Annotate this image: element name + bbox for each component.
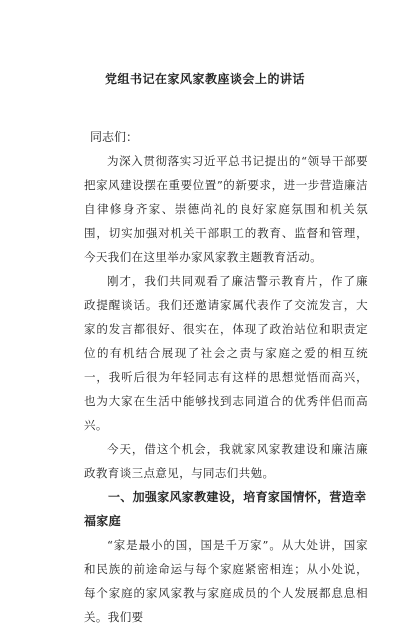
paragraph-2: 刚才，我们共同观看了廉洁警示教育片，作了廉政提醒谈话。我们还邀请家属代表作了交流发言，大家的发言都很好、很实在，体现了政治站位和职责定位的有机结合展现了社会之责与家庭之爱的相互统一，我听后很为年轻同志有这样的思想觉悟而高兴，也为大家在生活中能够找到志同道合的优秀伴侣而高兴。 bbox=[84, 274, 368, 432]
paragraph-4: “家是最小的国，国是千万家”。从大处讲，国家和民族的前途命运与每个家庭紧密相连；从小处说，每个家庭的家风家教与家庭成员的个人发展都息息相关。我们要 bbox=[84, 538, 368, 624]
salutation: 同志们： bbox=[90, 130, 139, 144]
section-heading-1: 一、加强家风家教建设，培育家国情怀，营造幸福家庭 bbox=[84, 490, 367, 528]
document-title: 党组书记在家风家教座谈会上的讲话 bbox=[104, 72, 305, 86]
paragraph-1: 为深入贯彻落实习近平总书记提出的“领导干部要把家风建设摆在重要位置”的新要求，进一步营造廉洁自律修身齐家、崇德尚礼的良好家庭氛围和机关氛围，切实加强对机关干部职工的教育、监督和管理，今天我们在这里举办家风家教主题教育活动。 bbox=[84, 154, 368, 264]
paragraph-3: 今天，借这个机会，我就家风家教建设和廉洁廉政教育谈三点意见，与同志们共勉。 bbox=[84, 442, 368, 480]
